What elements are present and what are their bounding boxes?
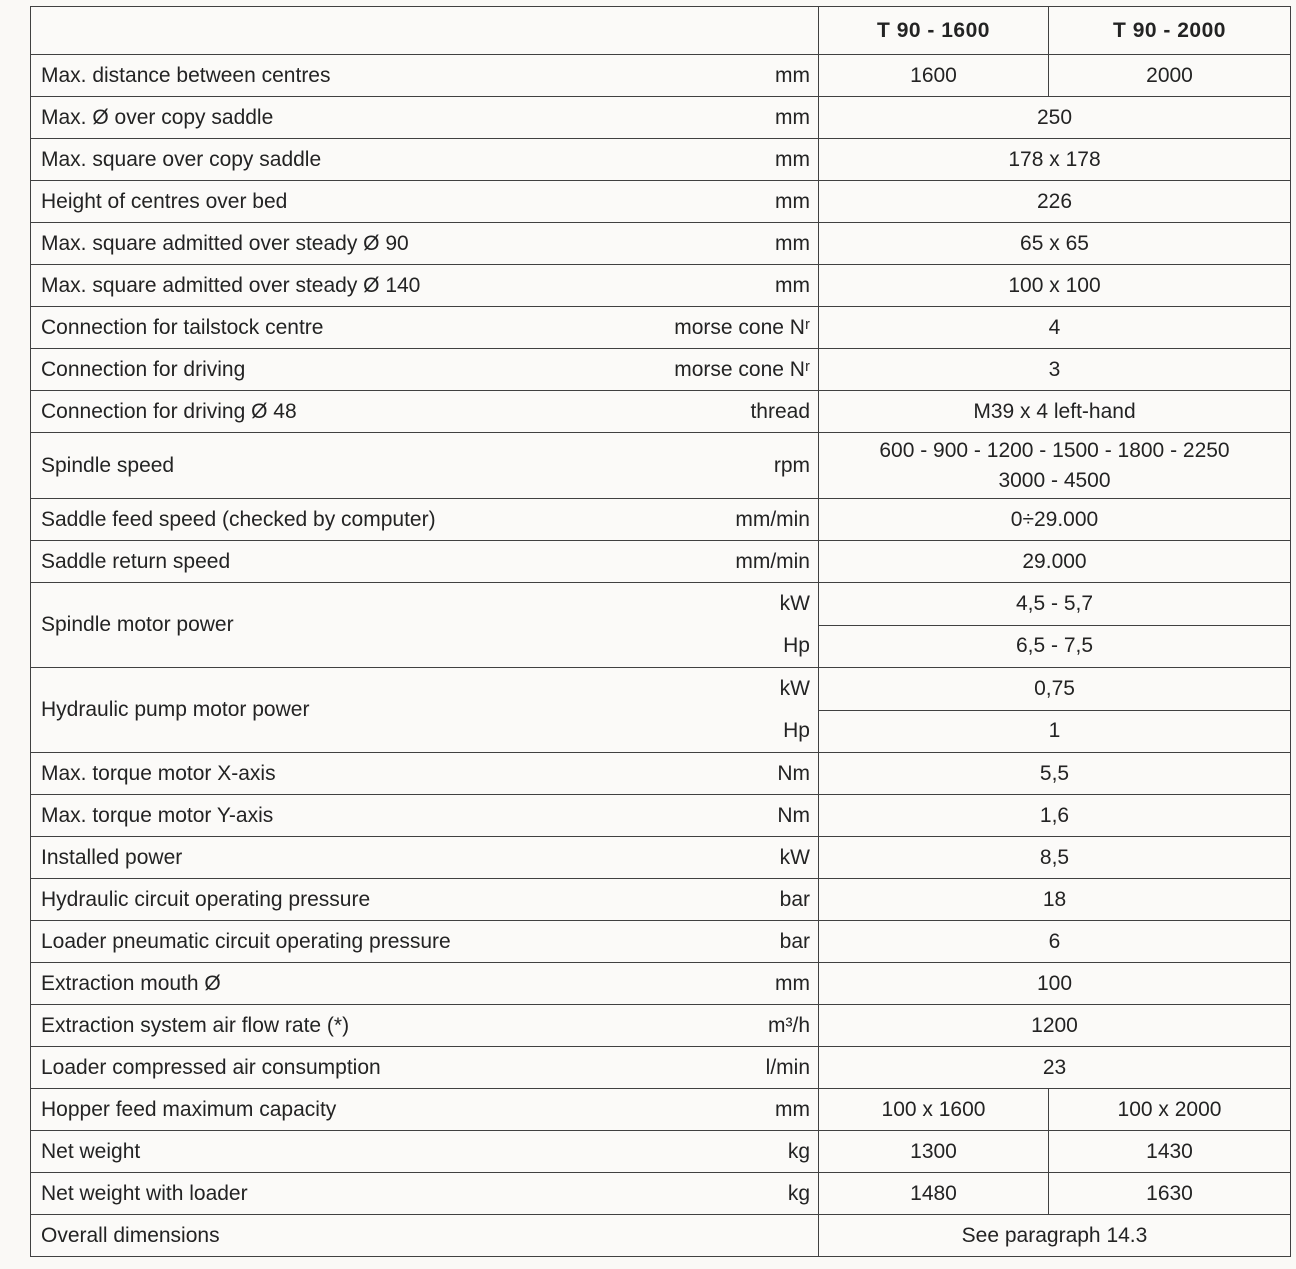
row-label: Saddle feed speed (checked by computer) bbox=[41, 507, 436, 531]
table-row bbox=[31, 139, 1291, 181]
table-row bbox=[31, 1131, 1291, 1173]
row-value: 178 x 178 bbox=[819, 139, 1291, 181]
table-row bbox=[31, 97, 1291, 139]
row-label: Extraction mouth Ø bbox=[41, 971, 221, 995]
row-label: Overall dimensions bbox=[41, 1223, 220, 1247]
row-label: Hopper feed maximum capacity bbox=[41, 1097, 337, 1121]
row-value: 3 bbox=[819, 349, 1291, 391]
row-unit: kW bbox=[779, 845, 810, 869]
row-value bbox=[819, 433, 1291, 499]
row-unit: rpm bbox=[773, 453, 810, 477]
row-unit-stack bbox=[780, 668, 818, 752]
row-value: 6,5 - 7,5 bbox=[819, 625, 1291, 668]
row-value: 4,5 - 5,7 bbox=[819, 583, 1291, 626]
row-label: Max. torque motor X-axis bbox=[41, 761, 276, 785]
column-header-model-1: T 90 - 1600 bbox=[819, 7, 1049, 55]
row-label: Hydraulic pump motor power bbox=[41, 698, 310, 721]
table-row bbox=[31, 795, 1291, 837]
table-row bbox=[31, 349, 1291, 391]
row-unit: bar bbox=[779, 887, 810, 911]
row-value-model-2: 2000 bbox=[1049, 55, 1291, 97]
table-row bbox=[31, 668, 1291, 711]
row-unit: mm bbox=[775, 231, 810, 255]
row-value: 6 bbox=[819, 921, 1291, 963]
table-header-row bbox=[31, 7, 1291, 55]
row-value-model-2: 100 x 2000 bbox=[1049, 1089, 1291, 1131]
row-label: Max. square admitted over steady Ø 140 bbox=[41, 273, 421, 297]
table-row bbox=[31, 223, 1291, 265]
row-label: Max. torque motor Y-axis bbox=[41, 803, 274, 827]
row-value-model-2: 1430 bbox=[1049, 1131, 1291, 1173]
row-label: Net weight with loader bbox=[41, 1181, 248, 1205]
table-row bbox=[31, 541, 1291, 583]
row-label: Height of centres over bed bbox=[41, 189, 288, 213]
row-value: M39 x 4 left-hand bbox=[819, 391, 1291, 433]
row-label: Connection for driving bbox=[41, 357, 246, 381]
table-row bbox=[31, 1089, 1291, 1131]
row-unit: Hp bbox=[783, 719, 810, 742]
row-unit: bar bbox=[779, 929, 810, 953]
row-unit: mm bbox=[775, 105, 810, 129]
table-row bbox=[31, 583, 1291, 626]
row-value-model-2: 1630 bbox=[1049, 1173, 1291, 1215]
row-value: 23 bbox=[819, 1047, 1291, 1089]
row-unit: Nm bbox=[777, 803, 810, 827]
row-unit: mm/min bbox=[735, 549, 810, 573]
row-label: Loader compressed air consumption bbox=[41, 1055, 381, 1079]
row-unit: mm/min bbox=[735, 507, 810, 531]
row-label: Max. Ø over copy saddle bbox=[41, 105, 274, 129]
row-value: 18 bbox=[819, 879, 1291, 921]
table-row bbox=[31, 55, 1291, 97]
row-label: Loader pneumatic circuit operating pressure bbox=[41, 929, 451, 953]
row-value: 29.000 bbox=[819, 541, 1291, 583]
row-unit: mm bbox=[775, 147, 810, 171]
row-unit: thread bbox=[750, 399, 810, 423]
row-unit: mm bbox=[775, 189, 810, 213]
row-value: 100 x 100 bbox=[819, 265, 1291, 307]
spec-table bbox=[30, 6, 1291, 1257]
row-value: 4 bbox=[819, 307, 1291, 349]
row-label: Extraction system air flow rate (*) bbox=[41, 1013, 350, 1037]
row-value: 0÷29.000 bbox=[819, 499, 1291, 541]
row-label: Net weight bbox=[41, 1139, 141, 1163]
table-row bbox=[31, 1215, 1291, 1257]
table-row bbox=[31, 963, 1291, 1005]
row-unit: morse cone Nʳ bbox=[674, 357, 810, 381]
row-value-model-1: 1300 bbox=[819, 1131, 1049, 1173]
row-unit: l/min bbox=[765, 1055, 810, 1079]
row-label: Hydraulic circuit operating pressure bbox=[41, 887, 371, 911]
table-row bbox=[31, 921, 1291, 963]
row-value: 100 bbox=[819, 963, 1291, 1005]
row-value: 0,75 bbox=[819, 668, 1291, 711]
row-unit: Nm bbox=[777, 761, 810, 785]
row-unit: m³/h bbox=[768, 1013, 810, 1037]
row-unit: mm bbox=[775, 273, 810, 297]
row-label: Max. distance between centres bbox=[41, 63, 331, 87]
value-line-1: 600 - 900 - 1200 - 1500 - 1800 - 2250 bbox=[879, 438, 1230, 462]
row-unit: mm bbox=[775, 971, 810, 995]
row-unit: kg bbox=[787, 1139, 810, 1163]
table-row bbox=[31, 265, 1291, 307]
row-value: See paragraph 14.3 bbox=[819, 1215, 1291, 1257]
row-value: 8,5 bbox=[819, 837, 1291, 879]
row-unit: mm bbox=[775, 63, 810, 87]
row-value: 65 x 65 bbox=[819, 223, 1291, 265]
row-label: Spindle speed bbox=[41, 453, 175, 477]
value-line-2: 3000 - 4500 bbox=[998, 468, 1111, 492]
row-value-model-1: 1480 bbox=[819, 1173, 1049, 1215]
table-row bbox=[31, 1005, 1291, 1047]
column-header-model-2: T 90 - 2000 bbox=[1049, 7, 1291, 55]
row-label: Max. square admitted over steady Ø 90 bbox=[41, 231, 409, 255]
table-row bbox=[31, 1047, 1291, 1089]
row-unit-stack bbox=[780, 583, 818, 667]
table-row bbox=[31, 499, 1291, 541]
table-row bbox=[31, 433, 1291, 499]
row-unit: kW bbox=[779, 677, 810, 700]
row-label: Connection for driving Ø 48 bbox=[41, 399, 297, 423]
row-unit: mm bbox=[775, 1097, 810, 1121]
row-label: Max. square over copy saddle bbox=[41, 147, 322, 171]
row-value-model-1: 100 x 1600 bbox=[819, 1089, 1049, 1131]
row-label: Saddle return speed bbox=[41, 549, 231, 573]
table-row bbox=[31, 1173, 1291, 1215]
table-row bbox=[31, 753, 1291, 795]
table-row bbox=[31, 391, 1291, 433]
table-row bbox=[31, 307, 1291, 349]
table-row bbox=[31, 837, 1291, 879]
row-unit: kW bbox=[779, 592, 810, 615]
row-label: Spindle motor power bbox=[41, 613, 234, 636]
row-value: 250 bbox=[819, 97, 1291, 139]
header-spacer bbox=[31, 7, 819, 55]
row-label: Connection for tailstock centre bbox=[41, 315, 324, 339]
row-value: 1200 bbox=[819, 1005, 1291, 1047]
row-value-model-1: 1600 bbox=[819, 55, 1049, 97]
row-label: Installed power bbox=[41, 845, 183, 869]
row-value: 5,5 bbox=[819, 753, 1291, 795]
row-unit: morse cone Nʳ bbox=[674, 315, 810, 339]
row-unit: Hp bbox=[783, 634, 810, 657]
row-value: 1,6 bbox=[819, 795, 1291, 837]
row-unit: kg bbox=[787, 1181, 810, 1205]
row-value: 1 bbox=[819, 710, 1291, 753]
table-row bbox=[31, 879, 1291, 921]
table-row bbox=[31, 181, 1291, 223]
row-value: 226 bbox=[819, 181, 1291, 223]
